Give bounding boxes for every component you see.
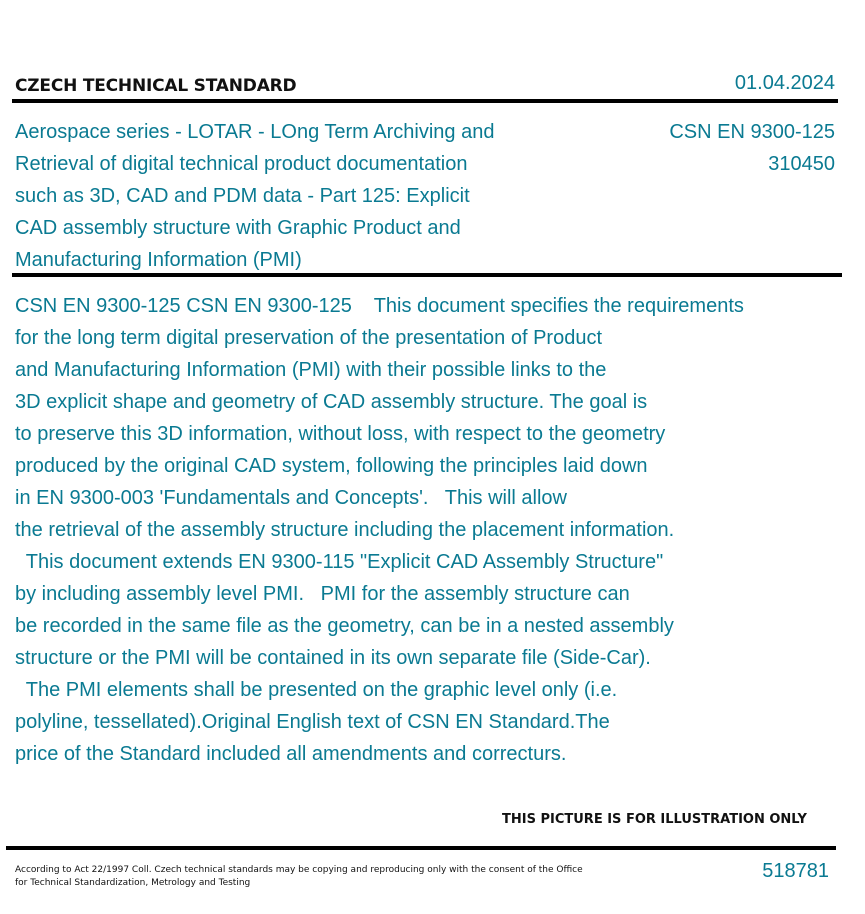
copyright-notice (15, 864, 615, 890)
standard-abstract (15, 290, 845, 770)
abstract-line: the retrieval of the assembly structure including the placement information. (15, 519, 675, 541)
abstract-line: structure or the PMI will be contained in its own separate file (Side-Car). (15, 647, 651, 669)
abstract-line: price of the Standard included all amendments and correcturs. (15, 743, 567, 765)
title-line: Retrieval of digital technical product documentation (15, 153, 468, 175)
copyright-line: According to Act 22/1997 Coll. Czech technical standards may be copying and reproducing only with the consent of the Office (15, 865, 583, 875)
publication-date: 01.04.2024 (734, 72, 835, 94)
document-type-label: CZECH TECHNICAL STANDARD (15, 76, 297, 96)
abstract-line: The PMI elements shall be presented on the graphic level only (i.e. (15, 679, 618, 701)
abstract-line: to preserve this 3D information, without loss, with respect to the geometry (15, 423, 666, 445)
header-divider (12, 99, 838, 103)
document-id: 518781 (762, 860, 829, 882)
footer-divider (6, 846, 836, 850)
title-line: Manufacturing Information (PMI) (15, 249, 302, 271)
abstract-line: by including assembly level PMI. PMI for the assembly structure can (15, 583, 630, 605)
illustration-disclaimer: THIS PICTURE IS FOR ILLUSTRATION ONLY (502, 812, 807, 827)
title-line: Aerospace series - LOTAR - LOng Term Archiving and (15, 121, 495, 143)
abstract-line: This document extends EN 9300-115 "Explicit CAD Assembly Structure" (15, 551, 664, 573)
abstract-line: 3D explicit shape and geometry of CAD assembly structure. The goal is (15, 391, 648, 413)
title-line: CAD assembly structure with Graphic Product and (15, 217, 461, 239)
standard-codes (669, 116, 835, 180)
abstract-line: for the long term digital preservation of the presentation of Product (15, 327, 603, 349)
title-divider (12, 273, 842, 277)
abstract-line: produced by the original CAD system, following the principles laid down (15, 455, 648, 477)
abstract-line: in EN 9300-003 'Fundamentals and Concepts'. This will allow (15, 487, 568, 509)
abstract-line: polyline, tessellated).Original English text of CSN EN Standard.The (15, 711, 610, 733)
standard-number: CSN EN 9300-125 (669, 121, 835, 143)
title-line: such as 3D, CAD and PDM data - Part 125: Explicit (15, 185, 470, 207)
standard-title (15, 116, 575, 276)
copyright-line: for Technical Standardization, Metrology and Testing (15, 878, 251, 888)
classification-number: 310450 (768, 153, 835, 175)
abstract-line: CSN EN 9300-125 CSN EN 9300-125 This document specifies the requirements (15, 295, 744, 317)
abstract-line: and Manufacturing Information (PMI) with their possible links to the (15, 359, 607, 381)
abstract-line: be recorded in the same file as the geometry, can be in a nested assembly (15, 615, 674, 637)
